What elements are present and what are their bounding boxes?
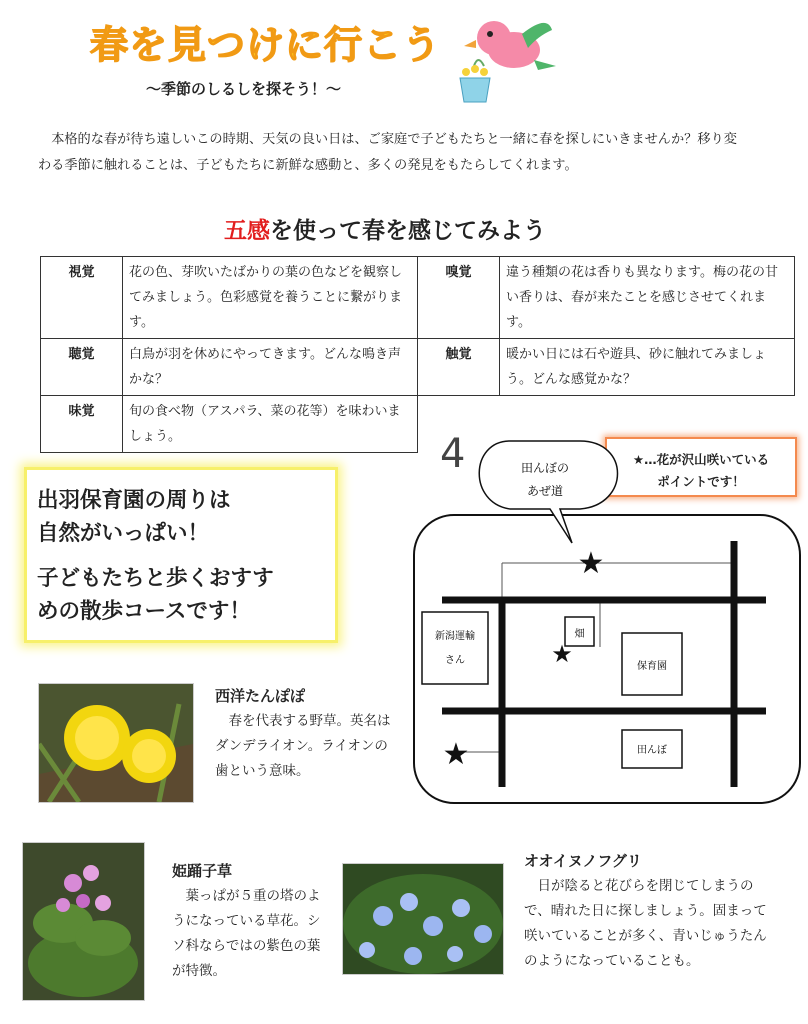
shop-label-2: さん [445,655,465,666]
shop-label-1: 新潟運輸 [435,631,475,642]
bubble-line-1: 田んぼの [520,461,570,475]
dandelion-desc: 春を代表する野草。英名はダンデライオン。ライオンの歯という意味。 [215,713,391,779]
sense-label: 聴覚 [41,339,123,396]
sense-text: 花の色、芽吹いたばかりの葉の色などを観察してみましょう。色彩感覚を養うことに繋がります。 [123,257,418,339]
sense-label: 触覚 [418,339,500,396]
table-row [41,339,795,396]
table-row [41,257,795,339]
senses-heading: 五感を使って春を感じてみよう [224,218,546,244]
speedwell-name: オオイヌノフグリ [524,852,642,870]
star-legend: ★…花が沢山咲いている ポイントです！ [605,437,797,497]
dandelion-photo [38,683,194,803]
sense-label: 味覚 [41,396,123,453]
bird-basket-icon [452,6,562,106]
handwritten-mark: 4 [440,431,466,477]
speedwell-desc: 日が陰ると花びらを閉じてしまうので、晴れた日に探しましょう。固まって咲いていることが多く、青いじゅうたんのようになっていることも。 [524,878,767,969]
speedwell-photo [342,863,504,975]
bubble-line-2: あぜ道 [526,484,564,498]
page-subtitle: ～季節のしるしを探そう！～ [146,80,342,98]
shop-building [422,612,488,684]
flower-star-icon: ★ [442,737,470,772]
sense-text: 旬の食べ物（アスパラ、菜の花等）を味わいましょう。 [123,396,418,453]
nursery-label: 保育園 [637,661,667,672]
sense-text: 白鳥が羽を休めにやってきます。どんな鳴き声かな？ [123,339,418,396]
sense-label: 視覚 [41,257,123,339]
sense-label: 嗅覚 [418,257,500,339]
sense-text: 暖かい日には石や遊具、砂に触れてみましょう。どんな感覚かな？ [500,339,795,396]
dandelion-name: 西洋たんぽぽ [215,687,306,705]
flower-star-icon: ★ [551,640,573,668]
henbit-photo [22,842,145,1001]
intro-paragraph: 本格的な春が待ち遠しいこの時期、天気の良い日は、ご家庭で子どもたちと一緒に春を探しにいきませんか？移り変わる季節に触れることは、子どもたちに新鮮な感動と、多くの発見をもたらしてくれます。 [38,132,737,173]
henbit-name: 姫踊子草 [172,862,233,880]
field-label: 畑 [574,629,585,640]
sense-text: 違う種類の花は香りも異なります。梅の花の甘い香りは、春が来たことを感じさせてくれます。 [500,257,795,339]
walking-course-callout: 出羽保育園の周りは 自然がいっぱい！ 子どもたちと歩くおすす めの散歩コースです！ [24,467,338,643]
walking-map [410,415,804,807]
page-title: 春を見つけに行こう [90,23,442,67]
flower-star-icon: ★ [577,546,605,581]
henbit-desc: 葉っぱが５重の塔のようになっている草花。シソ科ならではの紫色の葉が特徴。 [172,888,321,979]
rice-field-label: 田んぼ [637,745,667,756]
